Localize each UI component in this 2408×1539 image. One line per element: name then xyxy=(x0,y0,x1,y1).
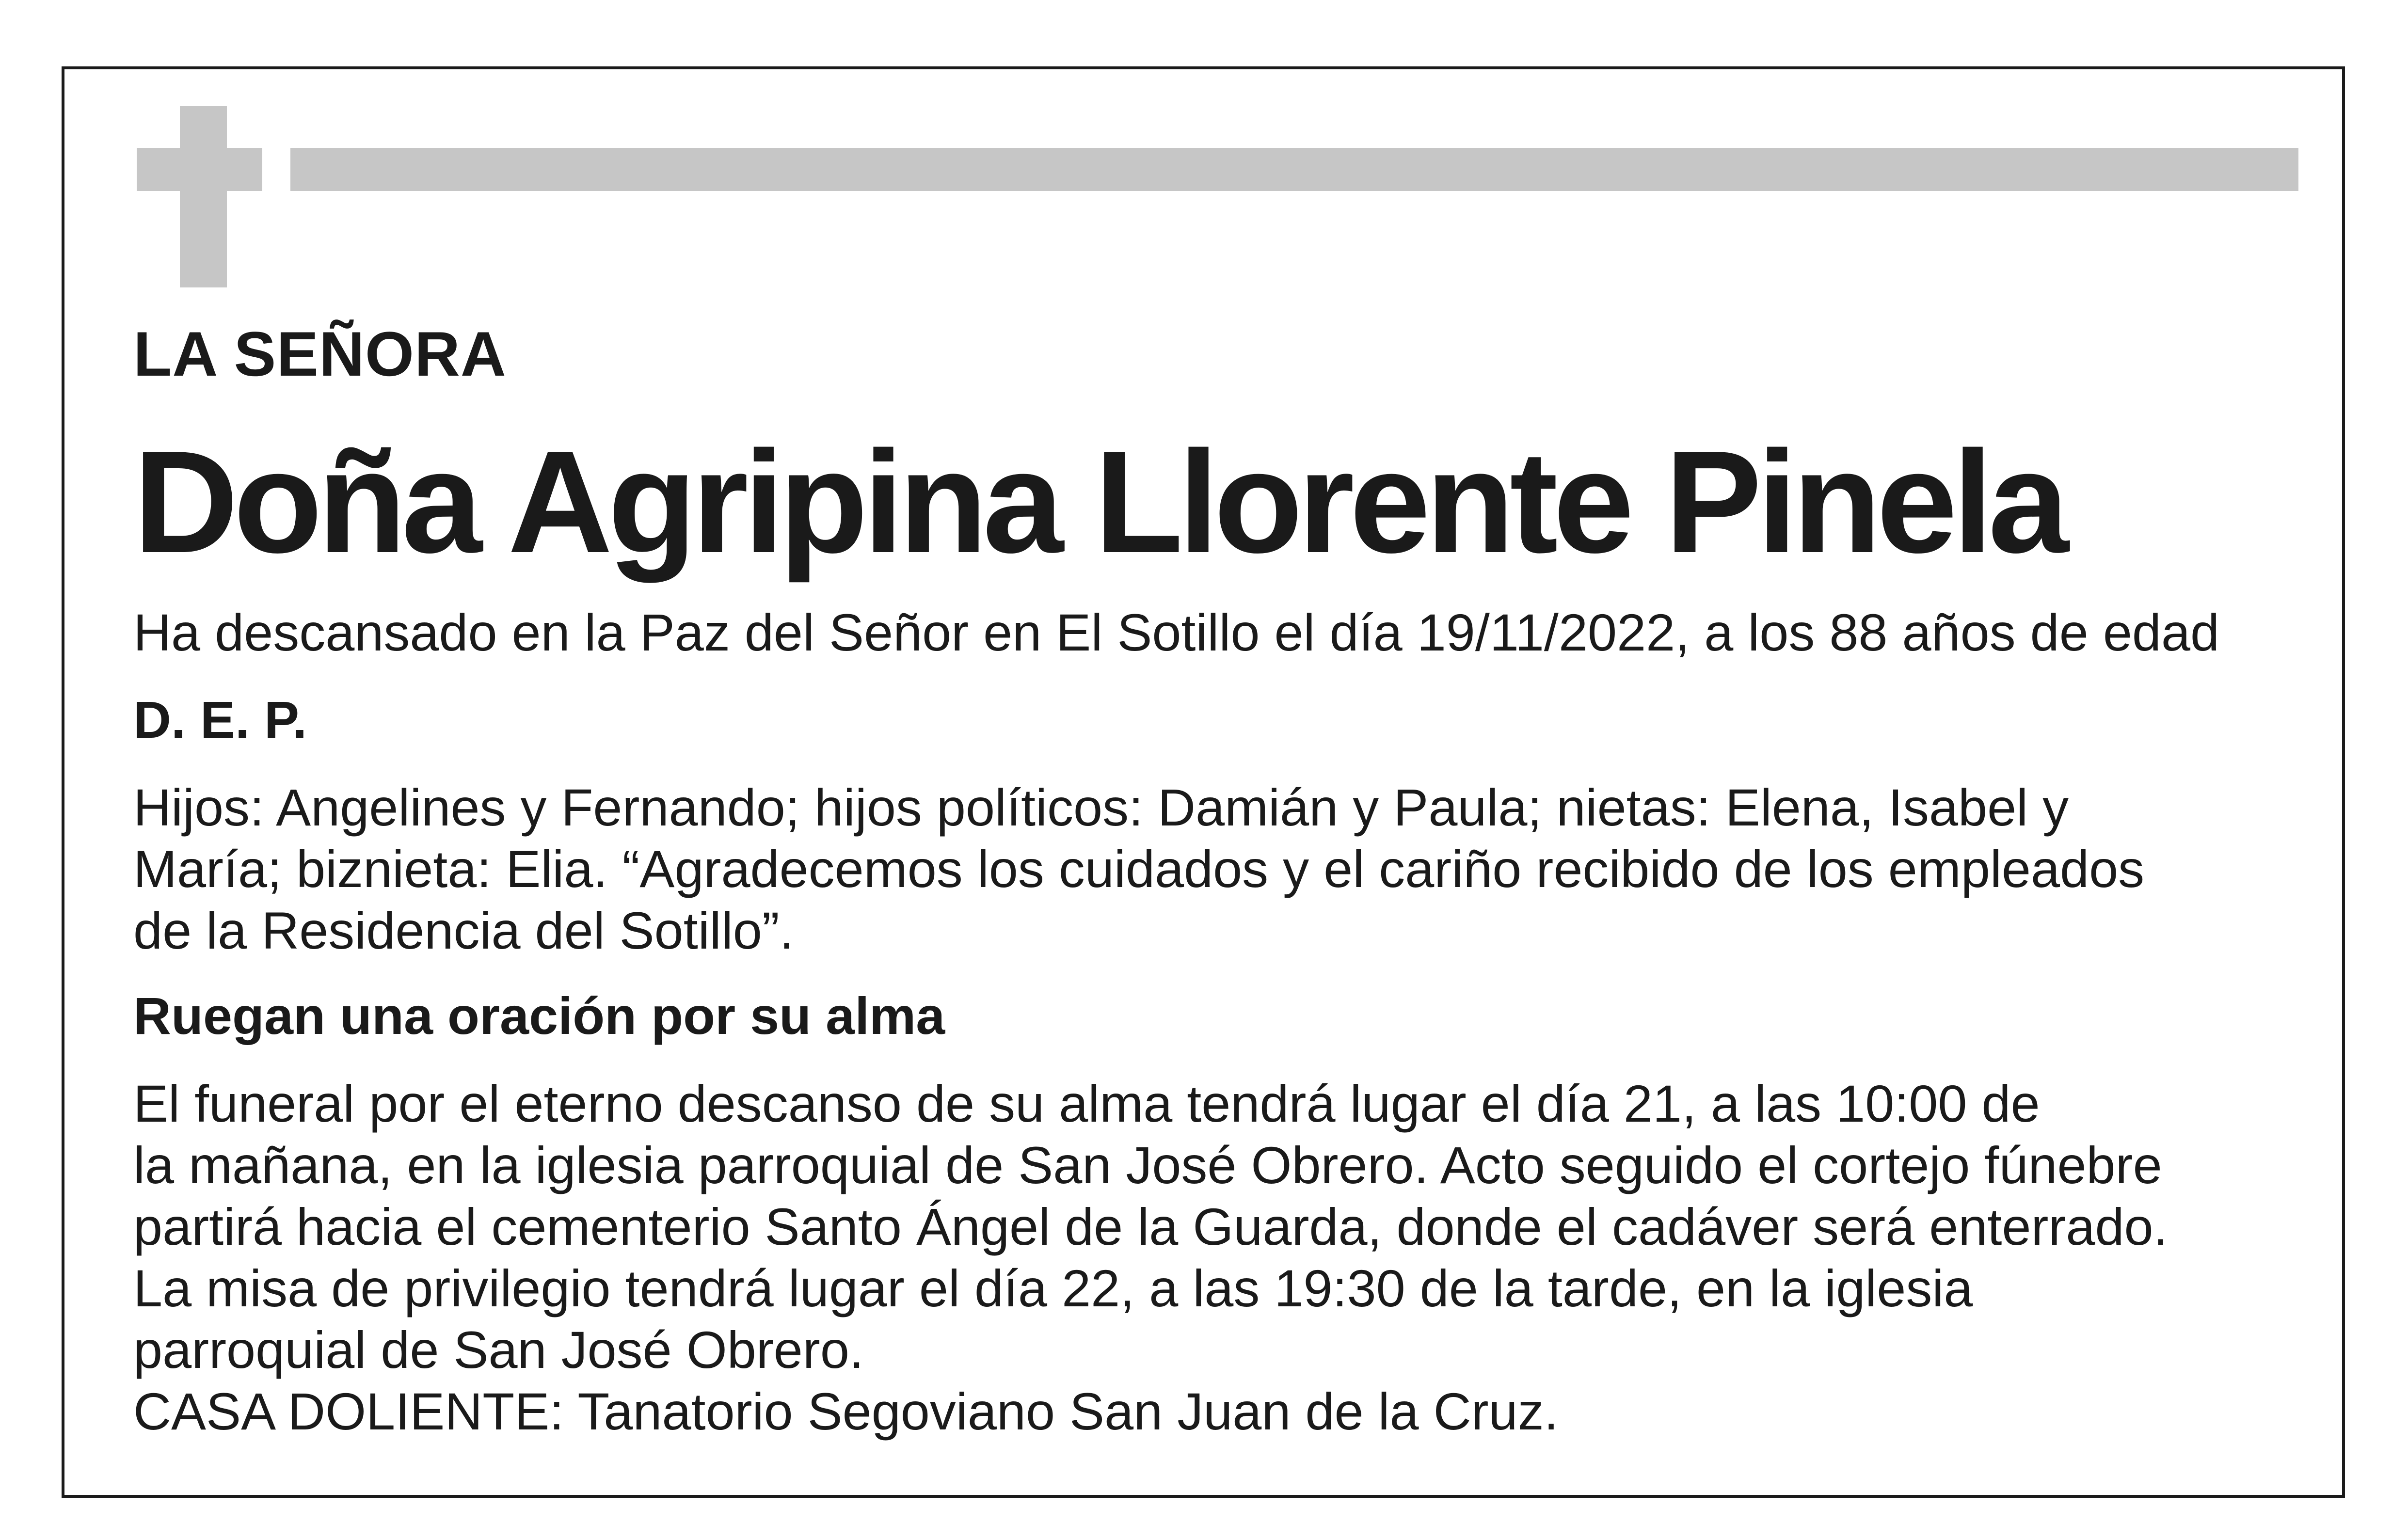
deceased-name: Doña Agripina Llorente Pinela xyxy=(133,420,2064,583)
honorific: LA SEÑORA xyxy=(133,318,507,389)
dep-abbreviation: D. E. P. xyxy=(133,690,307,749)
funeral-paragraph xyxy=(133,1073,2315,1442)
funeral-line: La misa de privilegio tendrá lugar el día 22, a las 19:30 de la tarde, en la iglesia xyxy=(133,1259,1973,1317)
cross-icon xyxy=(180,106,227,287)
notice-content xyxy=(133,315,2320,1442)
funeral-line: partirá hacia el cementerio Santo Ángel de la Guarda, donde el cadáver será enterrado. xyxy=(133,1197,2168,1256)
funeral-line: CASA DOLIENTE: Tanatorio Segoviano San Juan de la Cruz. xyxy=(133,1382,1559,1441)
prayer-request: Ruegan una oración por su alma xyxy=(133,986,945,1045)
rested-statement: Ha descansado en la Paz del Señor en El Sotillo el día 19/11/2022, a los 88 años de edad xyxy=(133,603,2220,662)
family-line: María; biznieta: Elia. “Agradecemos los cuidados y el cariño recibido de los empleados xyxy=(133,840,2145,898)
family-line: Hijos: Angelines y Fernando; hijos políticos: Damián y Paula; nietas: Elena, Isabel y xyxy=(133,778,2069,837)
cross-icon-arm xyxy=(137,148,262,191)
funeral-line: parroquial de San José Obrero. xyxy=(133,1320,864,1379)
funeral-line: El funeral por el eterno descanso de su alma tendrá lugar el día 21, a las 10:00 de xyxy=(133,1074,2040,1133)
header-rule xyxy=(290,148,2298,191)
family-paragraph xyxy=(133,777,2305,961)
funeral-line: la mañana, en la iglesia parroquial de San José Obrero. Acto seguido el cortejo fúnebre xyxy=(133,1136,2162,1194)
family-line: de la Residencia del Sotillo”. xyxy=(133,901,794,960)
